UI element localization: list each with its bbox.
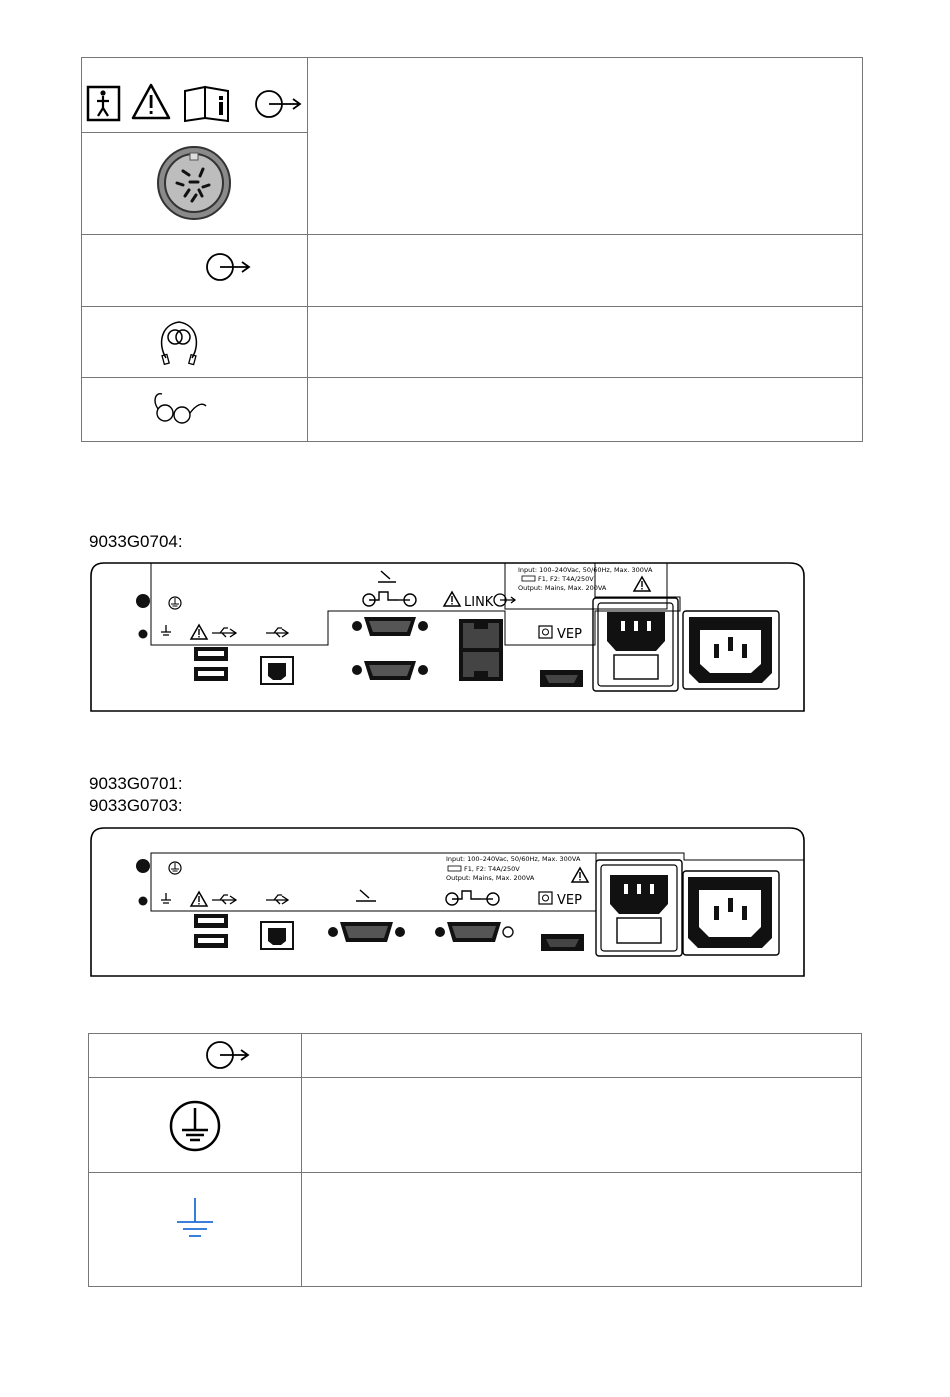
mains-inlet — [610, 875, 668, 943]
manual-icon — [185, 87, 228, 121]
description-cell-functional-earth — [302, 1173, 862, 1287]
rear-panel-9033G0704 — [90, 561, 806, 713]
symbol-cell-row3 — [82, 235, 308, 307]
description-cell-row3 — [308, 235, 863, 307]
fuse-label: F1, F2: T4A/250V — [538, 575, 594, 583]
symbols-table-bottom — [88, 1033, 862, 1287]
din-connector-icon — [82, 133, 307, 234]
output-rating-label: Output: Mains, Max. 200VA — [518, 584, 607, 592]
symbol-cell-functional-earth — [89, 1173, 302, 1287]
symbol-cell-row4 — [82, 307, 308, 378]
mains-outlet — [688, 877, 772, 948]
functional-earth-icon — [89, 1173, 301, 1286]
link-label: LINK — [464, 595, 494, 610]
description-cell-protective-earth — [302, 1078, 862, 1173]
output-rating-label: Output: Mains, Max. 200VA — [446, 874, 535, 882]
output-icon — [256, 91, 300, 117]
symbol-cell-protective-earth — [89, 1078, 302, 1173]
applied-part-icon — [88, 87, 119, 120]
symbol-cell-output — [89, 1034, 302, 1078]
protective-earth-icon — [89, 1078, 301, 1172]
vep-label: VEP — [557, 627, 582, 642]
description-cell-row1 — [308, 58, 863, 235]
fuse-label: F1, F2: T4A/250V — [464, 865, 520, 873]
output-icon — [82, 235, 307, 306]
symbol-cell-row5 — [82, 378, 308, 442]
output-icon — [89, 1034, 301, 1077]
mains-outlet — [689, 617, 772, 683]
power-rating-label: Input: 100–240Vac, 50/60Hz, Max. 300VA — [518, 566, 653, 574]
symbol-cell-row2 — [82, 133, 308, 235]
goggles-icon — [82, 378, 307, 441]
model-label-9033G0703: 9033G0703: — [89, 796, 183, 815]
symbols-table-top — [81, 57, 863, 442]
vep-label: VEP — [557, 893, 582, 908]
description-cell-row5 — [308, 378, 863, 442]
rj45-port — [459, 619, 503, 681]
mains-inlet — [607, 612, 665, 679]
description-cell-row4 — [308, 307, 863, 378]
description-cell-output — [302, 1034, 862, 1078]
model-label-9033G0704: 9033G0704: — [89, 532, 183, 551]
headphones-icon — [82, 307, 307, 377]
rear-panel-9033G0701-0703 — [90, 826, 806, 978]
model-label-9033G0701: 9033G0701: — [89, 774, 183, 793]
power-rating-label: Input: 100–240Vac, 50/60Hz, Max. 300VA — [446, 855, 581, 863]
warning-icon — [133, 85, 169, 118]
symbol-cell-row1 — [82, 58, 308, 133]
